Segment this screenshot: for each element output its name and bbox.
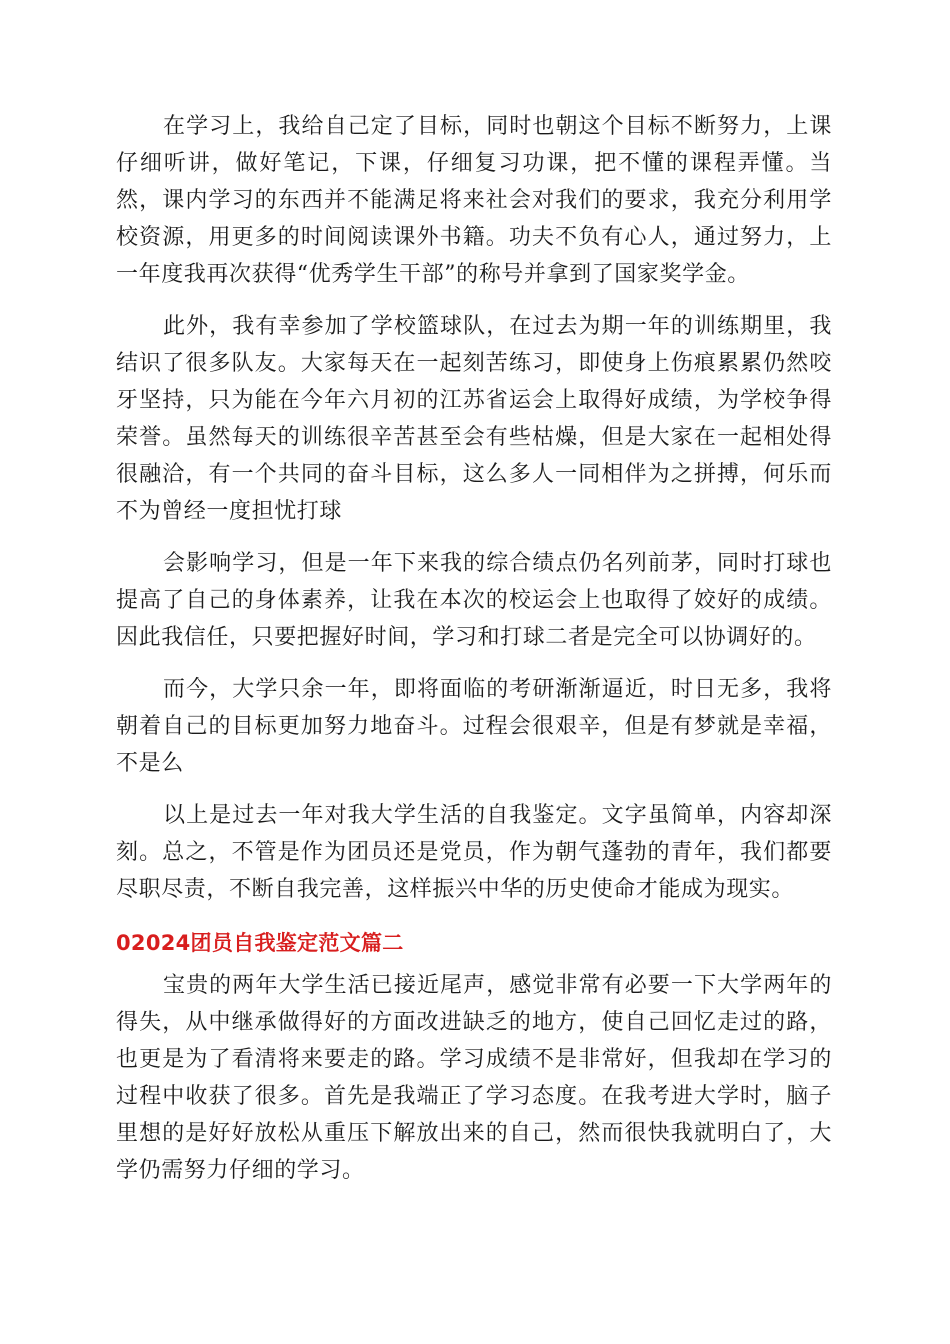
paragraph-two-years-review: 宝贵的两年大学生活已接近尾声，感觉非常有必要一下大学两年的得失，从中继承做得好的方面改进缺乏的地方，使自己回忆走过的路，也更是为了看清将来要走的路。学习成绩不是非常好，但我却在学习的过程中收获了很多。首先是我端正了学习态度。在我考进大学时，脑子里想的是好好放松从重压下解放出来的自己，然而很快我就明白了，大学仍需努力仔细的学习。 — [116, 973, 832, 1183]
paragraph-study-and-sport: 会影响学习，但是一年下来我的综合绩点仍名列前茅，同时打球也提高了自己的身体素养，让我在本次的校运会上也取得了姣好的成绩。因此我信任，只要把握好时间，学习和打球二者是完全可以协调好的。 — [116, 551, 832, 650]
document-body — [116, 108, 832, 1204]
paragraph-summary: 以上是过去一年对我大学生活的自我鉴定。文字虽简单，内容却深刻。总之，不管是作为团员还是党员，作为朝气蓬勃的青年，我们都要尽职尽责，不断自我完善，这样振兴中华的历史使命才能成为现实。 — [116, 803, 832, 902]
paragraph-basketball-team: 此外，我有幸参加了学校篮球队，在过去为期一年的训练期里，我结识了很多队友。大家每天在一起刻苦练习，即使身上伤痕累累仍然咬牙坚持，只为能在今年六月初的江苏省运会上取得好成绩，为学校争得荣誉。虽然每天的训练很辛苦甚至会有些枯燥，但是大家在一起相处得很融洽，有一个共同的奋斗目标，这么多人一同相伴为之拼搏，何乐而不为曾经一度担忧打球 — [116, 314, 832, 524]
paragraph-study-goals: 在学习上，我给自己定了目标，同时也朝这个目标不断努力，上课仔细听讲，做好笔记，下课，仔细复习功课，把不懂的课程弄懂。当然，课内学习的东西并不能满足将来社会对我们的要求，我充分利用学校资源，用更多的时间阅读课外书籍。功夫不负有心人，通过努力，上一年度我再次获得“优秀学生干部”的称号并拿到了国家奖学金。 — [116, 114, 832, 287]
paragraph-future-plans: 而今，大学只余一年，即将面临的考研渐渐逼近，时日无多，我将朝着自己的目标更加努力地奋斗。过程会很艰辛，但是有梦就是幸福，不是么 — [116, 677, 832, 776]
section-heading: 02024团员自我鉴定范文篇二 — [116, 931, 404, 955]
